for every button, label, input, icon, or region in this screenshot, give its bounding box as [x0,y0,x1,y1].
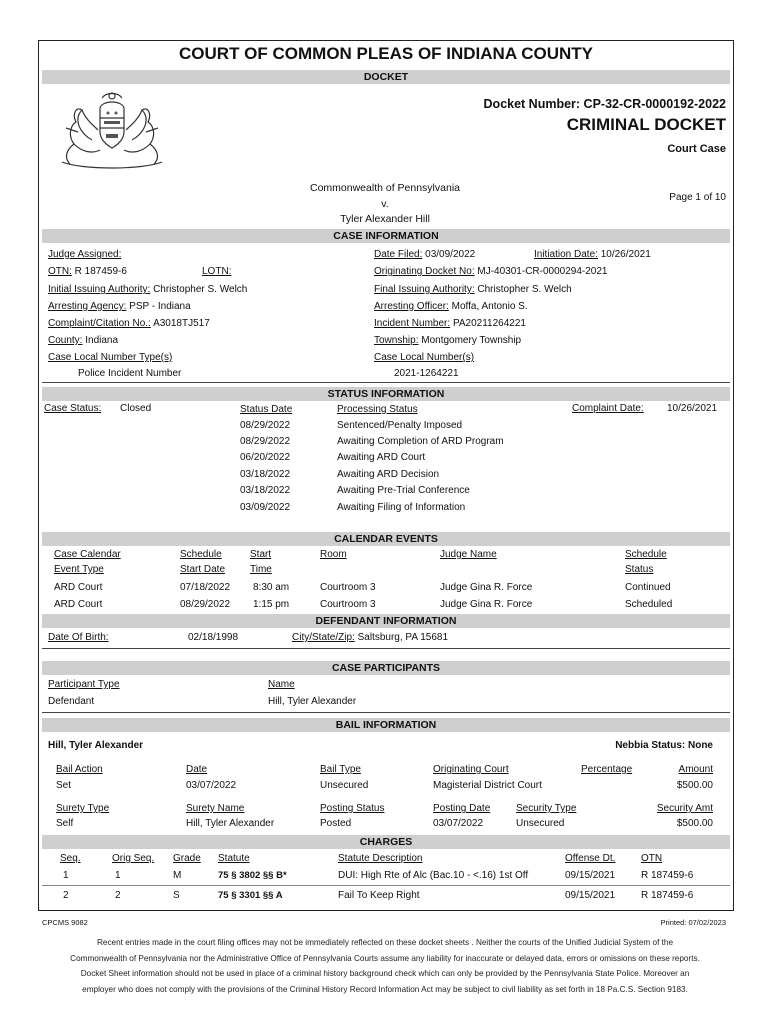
incident-label: Incident Number: [374,318,451,329]
posting-status: Posted [320,818,352,829]
initial-auth: Christopher S. Welch [153,284,248,295]
status-row-status: Awaiting Filing of Information [337,502,466,513]
court-title: COURT OF COMMON PLEAS OF INDIANA COUNTY [179,44,593,63]
charge-h-offense: Offense Dt. [565,853,616,864]
participant-type-header: Participant Type [48,679,120,690]
arresting-officer: Moffa, Antonio S. [451,301,528,312]
page-number: Page 1 of 10 [669,192,726,203]
docket-number: Docket Number: CP-32-CR-0000192-2022 [483,97,726,111]
bail-h-date: Date [186,764,208,775]
bail-h-type: Bail Type [320,764,361,775]
arresting-agency-label: Arresting Agency: [48,301,127,312]
cal-room: Courtroom 3 [320,599,376,610]
bail-h-security-type: Security Type [516,803,577,814]
surety-name: Hill, Tyler Alexander [186,818,275,829]
bail-h-action: Bail Action [56,764,103,775]
cal-h-sched1: Schedule [180,549,222,560]
printed-date: Printed: 07/02/2023 [660,918,726,927]
charge-otn: R 187459-6 [641,870,694,881]
parties-line-1: Commonwealth of Pennsylvania [310,182,460,194]
cal-judge: Judge Gina R. Force [440,599,533,610]
cal-h-judge: Judge Name [440,549,497,560]
cal-h-start1: Start [250,549,272,560]
cal-judge: Judge Gina R. Force [440,582,533,593]
case-kind: Court Case [667,143,726,155]
form-code: CPCMS 9082 [42,918,88,927]
cal-room: Courtroom 3 [320,582,376,593]
participant-name: Hill, Tyler Alexander [268,696,357,707]
status-row-status: Sentenced/Penalty Imposed [337,420,463,431]
cal-h-room: Room [320,549,347,560]
final-auth-label: Final Issuing Authority: [374,284,475,295]
charge-h-otn: OTN [641,853,663,864]
final-auth: Christopher S. Welch [477,284,572,295]
bail-h-security-amt: Security Amt [656,803,713,814]
docket-heading: DOCKET [363,71,409,83]
county-label: County: [48,335,83,346]
lotn-label: LOTN: [202,266,232,277]
defendant-heading: DEFENDANT INFORMATION [315,615,457,627]
otn: R 187459-6 [74,266,127,277]
case-info-heading: CASE INFORMATION [333,230,439,242]
charge-desc: Fail To Keep Right [338,890,420,901]
complaint-date-label: Complaint Date: [572,403,644,414]
dob: 02/18/1998 [188,632,239,643]
dob-label: Date Of Birth: [48,632,109,643]
charge-h-grade: Grade [173,853,201,864]
date-filed: 03/09/2022 [425,249,476,260]
cal-h-status1: Schedule [625,549,667,560]
charge-statute: 75 § 3802 §§ B* [218,870,287,881]
divider [42,712,730,713]
security-type: Unsecured [516,818,565,829]
calendar-heading: CALENDAR EVENTS [334,533,438,545]
city: Saltsburg, PA 15681 [357,632,449,643]
status-row-status: Awaiting ARD Court [337,452,426,463]
bail-h-surety-type: Surety Type [56,803,110,814]
cal-h-status2: Status [625,564,654,575]
status-row-date: 03/18/2022 [240,485,291,496]
case-status-label: Case Status: [44,403,102,414]
status-row-date: 03/09/2022 [240,502,291,513]
parties-line-3: Tyler Alexander Hill [340,213,430,225]
bail-h-surety-name: Surety Name [186,803,245,814]
status-row-status: Awaiting Completion of ARD Program [337,436,504,447]
initiation-label: Initiation Date: [534,249,598,260]
initiation-date: 10/26/2021 [600,249,651,260]
status-row-date: 06/20/2022 [240,452,291,463]
bail-heading: BAIL INFORMATION [335,719,437,731]
charge-h-statute: Statute [218,853,250,864]
charge-otn: R 187459-6 [641,890,694,901]
cal-date: 08/29/2022 [180,599,231,610]
arresting-officer-label: Arresting Officer: [374,301,449,312]
bail-type: Unsecured [320,780,369,791]
otn-label: OTN: [48,266,72,277]
township-label: Township: [374,335,419,346]
local-type-label: Case Local Number Type(s) [48,352,173,363]
cal-h-event2: Event Type [54,564,104,575]
cal-time: 1:15 pm [253,599,290,610]
bail-action: Set [56,780,72,791]
county: Indiana [85,335,119,346]
nebbia-status: Nebbia Status: None [615,740,713,751]
status-row-status: Awaiting ARD Decision [337,469,440,480]
date-filed-label: Date Filed: [374,249,423,260]
participants-heading: CASE PARTICIPANTS [331,662,441,674]
local-num-label: Case Local Number(s) [374,352,475,363]
complaint-date: 10/26/2021 [667,403,718,414]
charge-h-desc: Statute Description [338,853,423,864]
status-row-date: 08/29/2022 [240,420,291,431]
township: Montgomery Township [421,335,522,346]
cal-date: 07/18/2022 [180,582,231,593]
cal-time: 8:30 am [253,582,290,593]
cal-h-sched2: Start Date [180,564,226,575]
charge-offense: 09/15/2021 [565,870,616,881]
divider [42,648,730,649]
cal-h-start2: Time [250,564,272,575]
charge-seq: 2 [63,890,69,901]
local-num: 2021-1264221 [394,368,459,379]
divider [42,382,730,383]
bail-h-court: Originating Court [433,764,509,775]
charge-seq: 1 [63,870,69,881]
bail-amount: $500.00 [676,780,713,791]
orig-docket-label: Originating Docket No: [374,266,475,277]
bail-court: Magisterial District Court [433,780,542,791]
city-label: City/State/Zip: [292,632,355,643]
docket-type: CRIMINAL DOCKET [566,115,726,134]
disclaimer: Recent entries made in the court filing offices may not be immediately reflected on these docket sheets . Neither the courts of the Unified Judicial System of the Commonwealth of Pennsylvania nor the Administrative Office of Pennsylvania Courts assume any liability for inaccurate or delayed data, errors or omissions on these reports. Docket Sheet information should not be used in place of a criminal history background check which can only be provided by the Pennsylvania State Police. Moreover an employer who does not comply with the provisions of the Criminal History Record Information Act may be subject to civil liability as set forth in 18 Pa.C.S. Section 9183. [70,938,700,994]
complaint-label: Complaint/Citation No.: [48,318,151,329]
participant-name-header: Name [268,679,295,690]
cal-event: ARD Court [54,599,103,610]
charge-offense: 09/15/2021 [565,890,616,901]
bail-h-amount: Amount [678,764,713,775]
cal-event: ARD Court [54,582,103,593]
cal-status: Continued [625,582,671,593]
bail-person: Hill, Tyler Alexander [48,740,144,751]
charge-desc: DUI: High Rte of Alc (Bac.10 - <.16) 1st Off [338,870,529,881]
case-status: Closed [120,403,152,414]
bail-h-posting-status: Posting Status [320,803,385,814]
bail-h-posting-date: Posting Date [433,803,491,814]
cal-status: Scheduled [625,599,673,610]
complaint: A3018TJ517 [153,318,210,329]
incident: PA20211264221 [452,318,526,329]
charge-orig: 1 [115,870,121,881]
orig-docket: MJ-40301-CR-0000294-2021 [477,266,608,277]
status-row-date: 08/29/2022 [240,436,291,447]
charge-h-orig: Orig Seq. [112,853,155,864]
charge-orig: 2 [115,890,121,901]
charge-grade: S [173,890,180,901]
judge-label: Judge Assigned: [48,249,122,260]
processing-header: Processing Status [337,404,418,415]
parties-line-2: v. [381,198,389,210]
status-date-header: Status Date [240,404,293,415]
charge-h-seq: Seq. [60,853,81,864]
pennsylvania-seal [52,92,172,172]
arresting-agency: PSP - Indiana [129,301,191,312]
local-type: Police Incident Number [78,368,182,379]
surety-type: Self [56,818,74,829]
divider [42,885,730,886]
bail-date: 03/07/2022 [186,780,237,791]
participant-type: Defendant [48,696,95,707]
posting-date: 03/07/2022 [433,818,484,829]
cal-h-event1: Case Calendar [54,549,121,560]
charges-heading: CHARGES [359,836,413,848]
bail-h-pct: Percentage [581,764,633,775]
charge-statute: 75 § 3301 §§ A [218,890,283,901]
initial-auth-label: Initial Issuing Authority: [48,284,151,295]
status-row-status: Awaiting Pre-Trial Conference [337,485,470,496]
charge-grade: M [173,870,182,881]
status-info-heading: STATUS INFORMATION [327,388,445,400]
security-amt: $500.00 [676,818,713,829]
status-row-date: 03/18/2022 [240,469,291,480]
